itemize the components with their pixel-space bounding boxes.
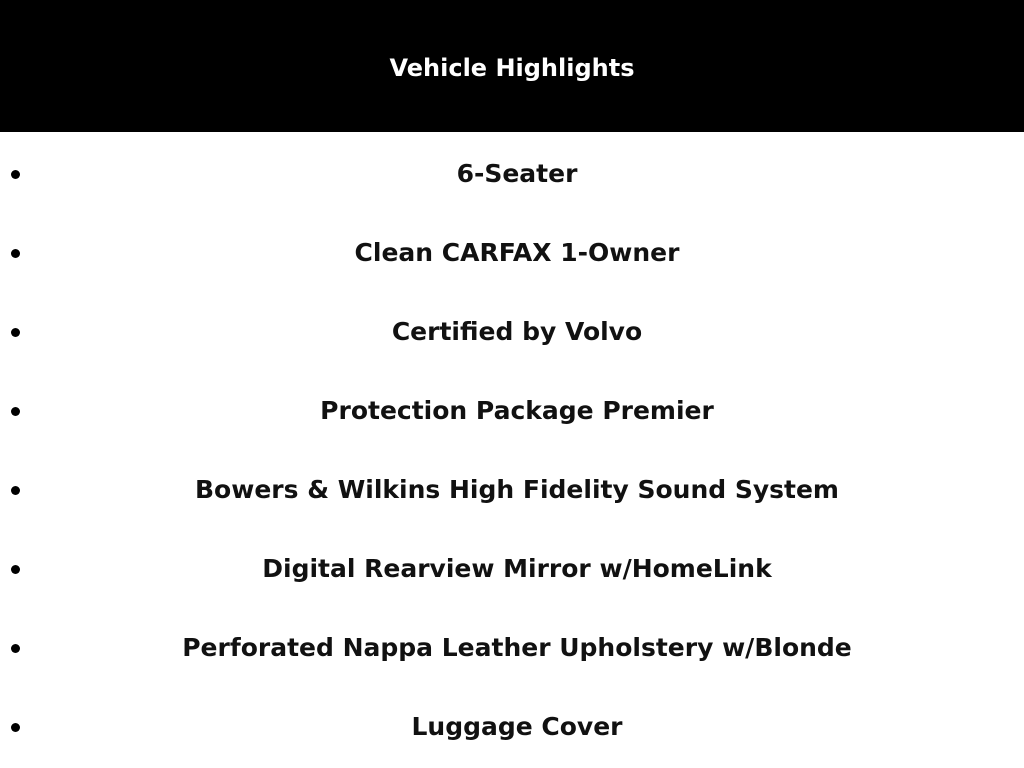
list-item bbox=[0, 628, 1024, 668]
list-item bbox=[0, 233, 1024, 273]
list-item bbox=[0, 154, 1024, 194]
highlight-text: Bowers & Wilkins High Fidelity Sound System bbox=[195, 475, 839, 504]
bullet-icon bbox=[11, 486, 20, 495]
highlights-list bbox=[0, 132, 1024, 768]
bullet-icon bbox=[11, 723, 20, 732]
highlight-text: Perforated Nappa Leather Upholstery w/Blonde bbox=[182, 633, 852, 662]
list-item bbox=[0, 470, 1024, 510]
header-bar bbox=[0, 0, 1024, 132]
list-item bbox=[0, 312, 1024, 352]
bullet-icon bbox=[11, 407, 20, 416]
list-item bbox=[0, 549, 1024, 589]
bullet-icon bbox=[11, 328, 20, 337]
list-item bbox=[0, 707, 1024, 747]
bullet-icon bbox=[11, 644, 20, 653]
highlight-text: Digital Rearview Mirror w/HomeLink bbox=[262, 554, 772, 583]
highlight-text: Clean CARFAX 1-Owner bbox=[354, 238, 680, 267]
bullet-icon bbox=[11, 249, 20, 258]
highlight-text: Protection Package Premier bbox=[320, 396, 714, 425]
page-title: Vehicle Highlights bbox=[389, 54, 635, 82]
bullet-icon bbox=[11, 565, 20, 574]
list-item bbox=[0, 391, 1024, 431]
highlight-text: Certified by Volvo bbox=[391, 317, 643, 346]
bullet-icon bbox=[11, 170, 20, 179]
highlight-text: 6-Seater bbox=[456, 159, 578, 188]
highlight-text: Luggage Cover bbox=[411, 712, 623, 741]
